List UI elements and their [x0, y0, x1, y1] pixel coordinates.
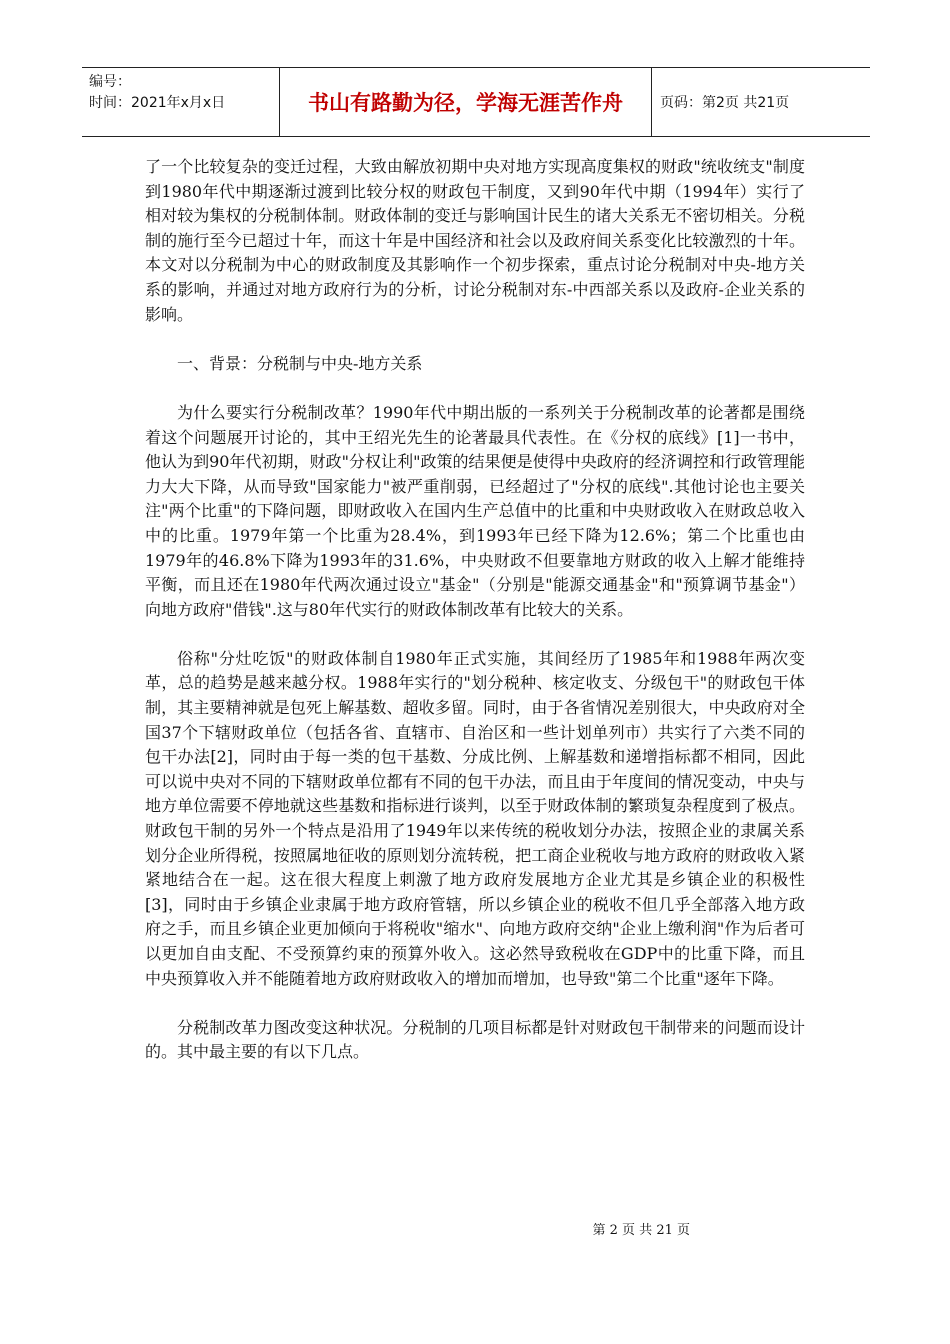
- footer-page-number: 第 2 页 共 21 页: [592, 1223, 690, 1238]
- header-motto: 书山有路勤为径，学海无涯苦作舟: [280, 68, 652, 136]
- header-info: [82, 68, 280, 136]
- document-body: [145, 155, 805, 1065]
- page-footer: [0, 1219, 950, 1238]
- body-paragraph-3: 俗称"分灶吃饭"的财政体制自1980年正式实施，其间经历了1985年和1988年两次变革，总的趋势是越来越分权。1988年实行的"划分税种、核定收支、分级包干"的财政包干体制，其主要精神就是包死上解基数、超收多留。同时，由于各省情况差别很大，中央政府对全国37个下辖财政单位（包括各省、直辖市、自治区和一些计划单列市）共实行了六类不同的包干办法[2]，同时由于每一类的包干基数、分成比例、上解基数和递增指标都不相同，因此可以说中央对不同的下辖财政单位都有不同的包干办法，而且由于年度间的情况变动，中央与地方单位需要不停地就这些基数和指标进行谈判，以至于财政体制的繁琐复杂程度到了极点。财政包干制的另外一个特点是沿用了1949年以来传统的税收划分办法，按照企业的隶属关系划分企业所得税，按照属地征收的原则划分流转税，把工商企业税收与地方政府的财政收入紧紧地结合在一起。这在很大程度上刺激了地方政府发展地方企业尤其是乡镇企业的积极性[3]，同时由于乡镇企业隶属于地方政府管辖，所以乡镇企业的税收不但几乎全部落入地方政府之手，而且乡镇企业更加倾向于将税收"缩水"、向地方政府交纳"企业上缴利润"作为后者可以更加自由支配、不受预算约束的预算外收入。这必然导致税收在GDP中的比重下降，而且中央预算收入并不能随着地方政府财政收入的增加而增加，也导致"第二个比重"逐年下降。: [145, 648, 805, 988]
- section-heading: 一、背景：分税制与中央-地方关系: [177, 353, 423, 373]
- header-time-label: 时间：2021年x月x日: [89, 95, 226, 111]
- page-header: [82, 67, 870, 137]
- header-page-label: 页码：第2页 共21页: [660, 95, 790, 111]
- body-paragraph-2: 为什么要实行分税制改革？1990年代中期出版的一系列关于分税制改革的论著都是围绕着这个问题展开讨论的，其中王绍光先生的论著最具代表性。在《分权的底线》[1]一书中，他认为到90年代初期，财政"分权让利"政策的结果便是使得中央政府的经济调控和行政管理能力大大下降，从而导致"国家能力"被严重削弱，已经超过了"分权的底线".其他讨论也主要关注"两个比重"的下降问题，即财政收入在国内生产总值中的比重和中央财政收入在财政总收入中的比重。1979年第一个比重为28.4%，到1993年已经下降为12.6%；第二个比重也由1979年的46.8%下降为1993年的31.6%，中央财政不但要靠地方财政的收入上解才能维持平衡，而且还在1980年代两次通过设立"基金"（分别是"能源交通基金"和"预算调节基金"）向地方政府"借钱".这与80年代实行的财政体制改革有比较大的关系。: [145, 402, 805, 619]
- body-paragraph-1: 了一个比较复杂的变迁过程，大致由解放初期中央对地方实现高度集权的财政"统收统支"制度到1980年代中期逐渐过渡到比较分权的财政包干制度，又到90年代中期（1994年）实行了相对较为集权的分税制体制。财政体制的变迁与影响国计民生的诸大关系无不密切相关。分税制的施行至今已超过十年，而这十年是中国经济和社会以及政府间关系变化比较激烈的十年。本文对以分税制为中心的财政制度及其影响作一个初步探索，重点讨论分税制对中央-地方关系的影响，并通过对地方政府行为的分析，讨论分税制对东-中西部关系以及政府-企业关系的影响。: [145, 157, 805, 324]
- header-number-label: 编号：: [89, 74, 131, 90]
- body-paragraph-4: 分税制改革力图改变这种状况。分税制的几项目标都是针对财政包干制带来的问题而设计的。其中最主要的有以下几点。: [145, 1017, 805, 1062]
